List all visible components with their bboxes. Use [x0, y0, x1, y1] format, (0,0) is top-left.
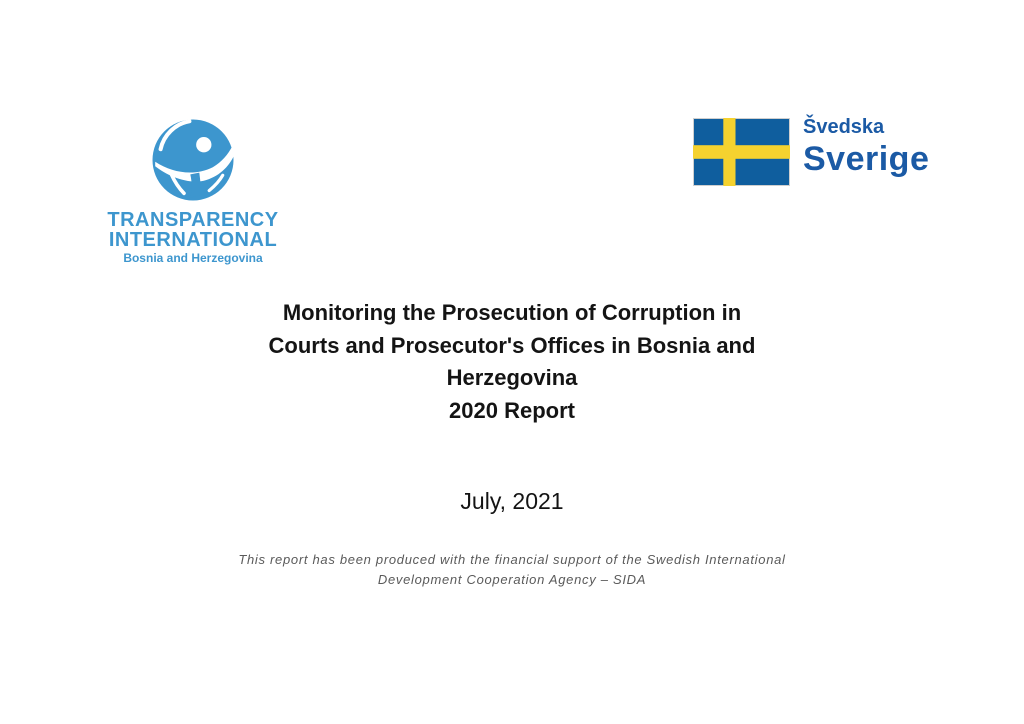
transparency-international-logo	[101, 114, 285, 266]
sweden-logo	[693, 114, 929, 186]
ti-sublabel: Bosnia and Herzegovina	[123, 251, 263, 265]
report-date: July, 2021	[460, 488, 564, 514]
report-title	[0, 297, 1024, 427]
ti-globe-icon	[148, 114, 238, 206]
ti-wordmark-line-1: TRANSPARENCY	[107, 209, 279, 231]
report-title-line-3: Herzegovina	[446, 365, 578, 390]
ti-wordmark-line-2: INTERNATIONAL	[108, 229, 278, 251]
funding-note	[0, 550, 1024, 590]
sweden-label-swedish: Sverige	[803, 140, 930, 178]
sweden-label-native: Švedska	[803, 116, 885, 138]
funding-note-line-2: Development Cooperation Agency – SIDA	[377, 572, 647, 587]
swedish-flag-icon	[693, 118, 790, 186]
funding-note-line-1: This report has been produced with the financial support of the Swedish International	[238, 552, 786, 567]
report-title-line-2: Courts and Prosecutor's Offices in Bosnia and	[268, 332, 756, 358]
report-title-line-1: Monitoring the Prosecution of Corruption in	[282, 300, 742, 325]
sweden-wordmark	[803, 114, 929, 178]
report-title-line-4: 2020 Report	[449, 397, 575, 423]
